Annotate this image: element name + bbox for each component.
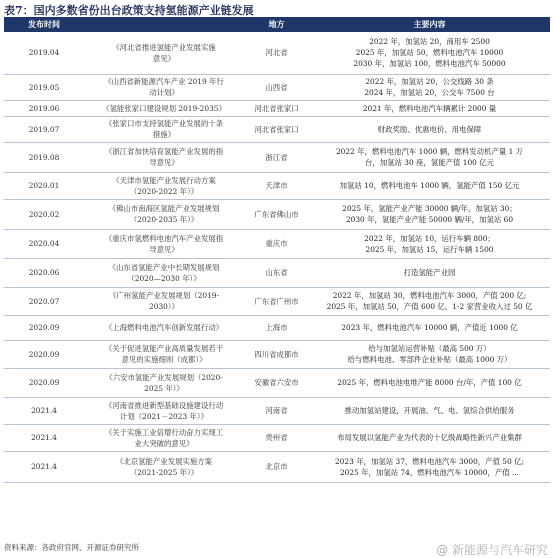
cell-content — [309, 229, 550, 258]
policy-line: （2021-2025 年）》 — [129, 467, 199, 477]
cell-content — [309, 451, 550, 482]
policy-line: 《河北省推进氢能产业发展实施 — [112, 42, 216, 52]
cell-date: 2020.09 — [4, 340, 84, 368]
policy-line: 《关于促进氢能产业高质量发展若干 — [104, 344, 224, 353]
policy-line: 业大突破的意见》 — [134, 438, 194, 448]
content-line: 2025 年，加氢站 74，燃料电池汽车 10000，产值 ... — [339, 467, 520, 477]
header-policy — [84, 17, 244, 32]
policy-line: 导意见》 — [149, 158, 179, 167]
table-row — [4, 368, 550, 397]
cell-policy — [84, 172, 244, 199]
policy-table — [4, 17, 550, 483]
cell-date: 2021.4 — [4, 397, 84, 424]
cell-date: 2021.4 — [4, 451, 84, 482]
cell-policy — [84, 229, 244, 258]
content-line: 2025 年，氢能产业产能 30000 辆/年，加氢站 30； — [342, 204, 517, 213]
content-line: 打造氢能产业园 — [403, 268, 456, 277]
cell-content — [309, 32, 550, 74]
cell-region: 河北省张家口 — [244, 116, 309, 142]
cell-region: 河南省 — [244, 397, 309, 424]
cell-content — [309, 397, 550, 424]
cell-content — [309, 172, 550, 199]
policy-line: 《山东省氢能产业中长期发展规划 — [108, 262, 220, 272]
cell-policy — [84, 315, 244, 340]
policy-line: 《浙江省加快培育氢能产业发展的指 — [104, 147, 224, 156]
policy-line: （2020—2030 年）》 — [127, 273, 201, 283]
content-line: 推动加氢站建设，开展油、气、电、氢综合供给服务 — [344, 406, 515, 415]
content-line: 加氢站 10，燃料电池车 1000 辆，氢能产值 150 亿元 — [339, 181, 520, 190]
watermark: @ 新能源与汽车研究 — [436, 543, 548, 557]
policy-line: 《山西省新能源汽车产业 2019 年行 — [104, 77, 224, 86]
cell-region: 天津市 — [244, 172, 309, 199]
cell-region: 广东省佛山市 — [244, 199, 309, 229]
content-line: 2030 年，氢能产业产能 50000 辆/年，加氢站 60 — [345, 215, 514, 224]
cell-policy — [84, 100, 244, 116]
table-row — [4, 340, 550, 368]
header-region: 地方 — [244, 17, 309, 32]
cell-content — [309, 199, 550, 229]
policy-line: （2020-2022 年）》 — [129, 186, 199, 196]
cell-content — [309, 287, 550, 315]
cell-region: 河北省张家口 — [244, 100, 309, 116]
cell-date: 2020.07 — [4, 287, 84, 315]
cell-content — [309, 116, 550, 142]
table-row — [4, 32, 550, 74]
cell-policy — [84, 258, 244, 287]
policy-line: 《北京氢能产业发展实施方案 — [115, 456, 213, 466]
content-line: 2023 年，燃料电池汽车 10000 辆，产值近 1000 亿 — [341, 323, 518, 332]
content-line: 台，加氢站 30 座，氢能产值 100 亿元 — [365, 158, 494, 167]
cell-content — [309, 74, 550, 100]
cell-content — [309, 368, 550, 397]
cell-region: 四川省成都市 — [244, 340, 309, 368]
cell-date: 2020.09 — [4, 315, 84, 340]
cell-date: 2020.02 — [4, 199, 84, 229]
cell-content — [309, 315, 550, 340]
policy-line: 2030）》 — [149, 302, 179, 311]
cell-policy — [84, 368, 244, 397]
policy-line: 动计划》 — [149, 88, 179, 97]
content-line: 给与燃料电池、零部件企业补贴（最高 1000 万） — [347, 355, 512, 364]
content-line: 给与加氢站运营补贴（最高 500 万） — [368, 344, 491, 353]
cell-region: 浙江省 — [244, 142, 309, 172]
policy-line: 《河南省推进新型基础设施建设行动 — [104, 400, 224, 410]
cell-region: 重庆市 — [244, 229, 309, 258]
table-header-row — [4, 17, 550, 32]
content-line: 2024 年，加氢站 20，公交车 7500 台 — [364, 88, 495, 97]
policy-line: 《广州氢能产业发展规划（2019- — [109, 291, 219, 300]
cell-policy — [84, 397, 244, 424]
content-line: 2022 年，燃料电池汽车 1000 辆，燃料发动机产量 1 万 — [335, 147, 524, 156]
cell-date: 2020.01 — [4, 172, 84, 199]
policy-line: 《佛山市南海区氢能产业发展规划 — [108, 204, 220, 213]
cell-date: 2020.09 — [4, 368, 84, 397]
cell-date: 2019.08 — [4, 142, 84, 172]
policy-line: 措施》 — [152, 130, 176, 139]
cell-policy — [84, 199, 244, 229]
cell-policy — [84, 340, 244, 368]
table-row — [4, 172, 550, 199]
cell-date: 2020.04 — [4, 229, 84, 258]
table-title: 表7：国内多数省份出台政策支持氢能源产业链发展 — [4, 4, 254, 17]
cell-region: 河北省 — [244, 32, 309, 74]
content-line: 2021 年，燃料电池汽车辆累计 2000 量 — [362, 103, 497, 113]
source-note: 资料来源：各政府官网、开源证券研究所 — [4, 543, 139, 552]
table-row — [4, 100, 550, 116]
policy-line: 意见的实施细则（成都）》 — [121, 355, 207, 364]
content-line: 2023 年，加氢站 37，燃料电池汽车 3000，产值 50 亿; — [335, 456, 524, 466]
header-content: 主要内容 — [309, 17, 550, 32]
policy-line: 《上海燃料电池汽车创新发展行动》 — [104, 323, 224, 332]
cell-region: 广东省广州市 — [244, 287, 309, 315]
policy-line: 《重庆市氢燃料电池汽车产业发展指 — [104, 233, 224, 243]
policy-line: 《天津市氢能产业发展行动方案 — [112, 175, 216, 185]
content-line: 布局发展以氢能产业为代表的十亿级战略性新兴产业集群 — [337, 433, 522, 442]
policy-line: 《张家口市支持氢能产业发展的十条 — [104, 119, 224, 128]
cell-policy — [84, 424, 244, 451]
table-row — [4, 424, 550, 451]
cell-content — [309, 258, 550, 287]
table-row — [4, 315, 550, 340]
policy-line: 2025 年）》 — [144, 383, 184, 393]
cell-policy — [84, 142, 244, 172]
table-row — [4, 142, 550, 172]
cell-region: 上海市 — [244, 315, 309, 340]
policy-line: 意见》 — [152, 53, 176, 63]
cell-policy — [84, 287, 244, 315]
cell-content — [309, 100, 550, 116]
table-row — [4, 287, 550, 315]
policy-line: 计划（2021－2023 年）》 — [119, 411, 208, 421]
content-line: 2022 年，加氢站 10，运行车辆 800； — [364, 233, 495, 243]
cell-date: 2019.04 — [4, 32, 84, 74]
cell-date: 2020.06 — [4, 258, 84, 287]
content-line: 2022 年，加氢站 20，商用车 2500 — [369, 37, 490, 47]
content-line: 2030 年，加氢站 100，燃料电池汽车 50000 — [353, 59, 506, 69]
content-line: 2022 年，加氢站 30，燃料电池汽车 3000，产值 200 亿; — [332, 291, 527, 300]
cell-region: 北京市 — [244, 451, 309, 482]
cell-date: 2021.4 — [4, 424, 84, 451]
content-line: 2025 年，燃料电池电堆产能 8000 台/年，产值 100 亿 — [337, 378, 522, 387]
table-row — [4, 74, 550, 100]
table-row — [4, 397, 550, 424]
cell-region: 贵州省 — [244, 424, 309, 451]
cell-policy — [84, 116, 244, 142]
cell-policy — [84, 74, 244, 100]
content-line: 2025 年，加氢站 50，燃料电池汽车 10000 — [355, 48, 504, 58]
policy-line: 《六安市氢能产业发展规划（2020- — [105, 372, 223, 382]
content-line: 2025 年，加氢站 15，运行车辆 1500 — [365, 244, 494, 254]
policy-line: 导意见》 — [149, 244, 179, 254]
cell-region: 山东省 — [244, 258, 309, 287]
table-row — [4, 451, 550, 482]
cell-region: 山西省 — [244, 74, 309, 100]
table-row — [4, 229, 550, 258]
cell-region: 安徽省六安市 — [244, 368, 309, 397]
cell-date: 2019.06 — [4, 100, 84, 116]
cell-content — [309, 424, 550, 451]
cell-date: 2019.05 — [4, 74, 84, 100]
cell-content — [309, 340, 550, 368]
content-line: 财政奖励、优惠电价、用电保障 — [377, 124, 482, 134]
header-date: 发布时间 — [4, 17, 84, 32]
cell-date: 2019.07 — [4, 116, 84, 142]
table-row — [4, 258, 550, 287]
table-row — [4, 199, 550, 229]
content-line: 2025 年，加氢站 50，产值 600 亿，1-2 家营业收入过 50 亿 — [326, 302, 533, 311]
table-row — [4, 116, 550, 142]
policy-line: 《关于实施工业倍增行动奋力实现工 — [104, 427, 224, 437]
policy-line: （2020-2035 年）》 — [129, 215, 199, 224]
cell-content — [309, 142, 550, 172]
content-line: 2022 年，加氢站 20，公交线路 30 条 — [365, 77, 494, 86]
table-body — [4, 32, 550, 482]
policy-line: 《氢能张家口建设规划 2019-2035》 — [102, 103, 226, 113]
cell-policy — [84, 32, 244, 74]
cell-policy — [84, 451, 244, 482]
